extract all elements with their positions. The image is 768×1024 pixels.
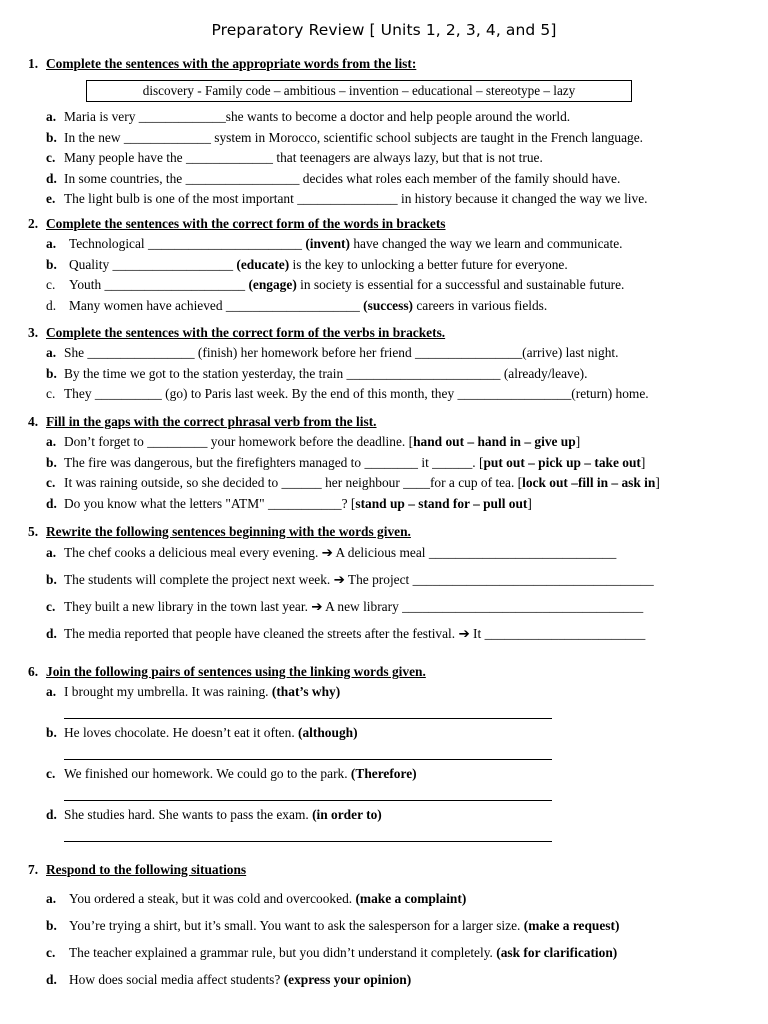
section-3-number: 3. bbox=[28, 325, 39, 340]
s1-item-e-text: The light bulb is one of the most important _______________ in history because it changed the way we live. bbox=[64, 191, 648, 206]
s4-item-a-text: Don’t forget to _________ your homework before the deadline. [hand out – hand in – give up] bbox=[64, 434, 581, 449]
section-5-number: 5. bbox=[28, 524, 39, 539]
s6-item-d-text: She studies hard. She wants to pass the exam. (in order to) bbox=[64, 807, 382, 822]
s4-item-b-label: b. bbox=[46, 455, 57, 470]
s2-item-a-label: a. bbox=[46, 236, 57, 251]
section-4-heading: Fill in the gaps with the correct phrasal verb from the list. bbox=[46, 414, 377, 429]
s1-item-a-text: Maria is very _____________she wants to become a doctor and help people around the world. bbox=[64, 109, 571, 124]
section-3-heading: Complete the sentences with the correct form of the verbs in brackets. bbox=[46, 325, 446, 340]
s7-item-c-label: c. bbox=[46, 945, 56, 960]
section-6-number: 6. bbox=[28, 664, 39, 679]
s1-item-c-text: Many people have the _____________ that teenagers are always lazy, but that is not true. bbox=[64, 150, 543, 165]
s2-item-b-text: Quality __________________ (educate) is the key to unlocking a better future for everyone. bbox=[69, 257, 568, 272]
s1-item-d-label: d. bbox=[46, 171, 57, 186]
s7-item-c-text: The teacher explained a grammar rule, but you didn’t understand it completely. (ask for clarification) bbox=[69, 945, 618, 960]
section-4-number: 4. bbox=[28, 414, 39, 429]
section-2-heading: Complete the sentences with the correct form of the words in brackets bbox=[46, 216, 446, 231]
answer-line[interactable] bbox=[64, 759, 552, 760]
s5-item-b-label: b. bbox=[46, 572, 57, 587]
s2-item-c-text: Youth _____________________ (engage) in society is essential for a successful and sustainable future. bbox=[69, 277, 625, 292]
s4-item-a-label: a. bbox=[46, 434, 57, 449]
arrow-right-icon: ➔ bbox=[311, 599, 323, 614]
section-2-number: 2. bbox=[28, 216, 39, 231]
answer-line[interactable] bbox=[64, 800, 552, 801]
s1-item-a-label: a. bbox=[46, 109, 57, 124]
arrow-right-icon: ➔ bbox=[333, 572, 345, 587]
s6-item-d-label: d. bbox=[46, 807, 57, 822]
s3-item-a-label: a. bbox=[46, 345, 57, 360]
s2-item-d-text: Many women have achieved ____________________ (success) careers in various fields. bbox=[69, 298, 548, 313]
s5-item-c-label: c. bbox=[46, 599, 56, 614]
s3-item-a-text: She ________________ (finish) her homework before her friend ________________(arrive) last night. bbox=[64, 345, 619, 360]
s4-item-c-text: It was raining outside, so she decided to ______ her neighbour ____for a cup of tea. [lock out –fill in – ask in] bbox=[64, 475, 660, 490]
s7-item-d-label: d. bbox=[46, 972, 57, 987]
s5-item-b-text: The students will complete the project next week. ➔ The project ____________________________________ bbox=[64, 572, 654, 587]
s3-item-b-label: b. bbox=[46, 366, 57, 381]
answer-line[interactable] bbox=[64, 841, 552, 842]
section-1-number: 1. bbox=[28, 56, 39, 71]
s3-item-b-text: By the time we got to the station yesterday, the train _______________________ (already/leave). bbox=[64, 366, 588, 381]
s7-item-b-text: You’re trying a shirt, but it’s small. You want to ask the salesperson for a larger size. (make a request) bbox=[69, 918, 620, 933]
s2-item-a-text: Technological _______________________ (invent) have changed the way we learn and communicate. bbox=[69, 236, 623, 251]
s2-item-d-label: d. bbox=[46, 298, 57, 313]
arrow-right-icon: ➔ bbox=[321, 545, 333, 560]
section-1-heading: Complete the sentences with the appropriate words from the list: bbox=[46, 56, 417, 71]
page-title: Preparatory Review [ Units 1, 2, 3, 4, and 5] bbox=[211, 21, 557, 39]
section-6-heading: Join the following pairs of sentences using the linking words given. bbox=[46, 664, 426, 679]
s2-item-c-label: c. bbox=[46, 277, 56, 292]
s1-item-e-label: e. bbox=[46, 191, 56, 206]
s6-item-c-text: We finished our homework. We could go to the park. (Therefore) bbox=[64, 766, 417, 781]
s1-item-c-label: c. bbox=[46, 150, 56, 165]
s5-item-d-label: d. bbox=[46, 626, 57, 641]
s4-item-c-label: c. bbox=[46, 475, 56, 490]
s5-item-a-label: a. bbox=[46, 545, 57, 560]
s6-item-a-text: I brought my umbrella. It was raining. (that’s why) bbox=[64, 684, 341, 699]
word-list-box: discovery - Family code – ambitious – invention – educational – stereotype – lazy bbox=[86, 80, 632, 102]
s6-item-a-label: a. bbox=[46, 684, 57, 699]
s4-item-b-text: The fire was dangerous, but the firefighters managed to ________ it ______. [put out – pick up – take out] bbox=[64, 455, 646, 470]
s4-item-d-label: d. bbox=[46, 496, 57, 511]
s3-item-c-text: They __________ (go) to Paris last week. By the end of this month, they _________________(return) home. bbox=[64, 386, 649, 401]
answer-line[interactable] bbox=[64, 718, 552, 719]
s7-item-b-label: b. bbox=[46, 918, 57, 933]
s7-item-a-label: a. bbox=[46, 891, 57, 906]
s5-item-a-text: The chef cooks a delicious meal every evening. ➔ A delicious meal ____________________________ bbox=[64, 545, 617, 560]
section-7-number: 7. bbox=[28, 862, 39, 877]
s6-item-b-label: b. bbox=[46, 725, 57, 740]
s3-item-c-label: c. bbox=[46, 386, 56, 401]
s5-item-d-text: The media reported that people have cleaned the streets after the festival. ➔ It ________________________ bbox=[64, 626, 646, 641]
s4-item-d-text: Do you know what the letters "ATM" ___________? [stand up – stand for – pull out] bbox=[64, 496, 532, 511]
s7-item-d-text: How does social media affect students? (express your opinion) bbox=[69, 972, 412, 987]
s6-item-b-text: He loves chocolate. He doesn’t eat it often. (although) bbox=[64, 725, 358, 740]
s7-item-a-text: You ordered a steak, but it was cold and overcooked. (make a complaint) bbox=[69, 891, 467, 906]
s1-item-b-label: b. bbox=[46, 130, 57, 145]
section-5-heading: Rewrite the following sentences beginning with the words given. bbox=[46, 524, 411, 539]
s6-item-c-label: c. bbox=[46, 766, 56, 781]
s5-item-c-text: They built a new library in the town last year. ➔ A new library ____________________________________ bbox=[64, 599, 644, 614]
section-7-heading: Respond to the following situations bbox=[46, 862, 247, 877]
s2-item-b-label: b. bbox=[46, 257, 57, 272]
s1-item-b-text: In the new _____________ system in Morocco, scientific school subjects are taught in the French language. bbox=[64, 130, 644, 145]
s1-item-d-text: In some countries, the _________________ decides what roles each member of the family should have. bbox=[64, 171, 621, 186]
arrow-right-icon: ➔ bbox=[458, 626, 470, 641]
